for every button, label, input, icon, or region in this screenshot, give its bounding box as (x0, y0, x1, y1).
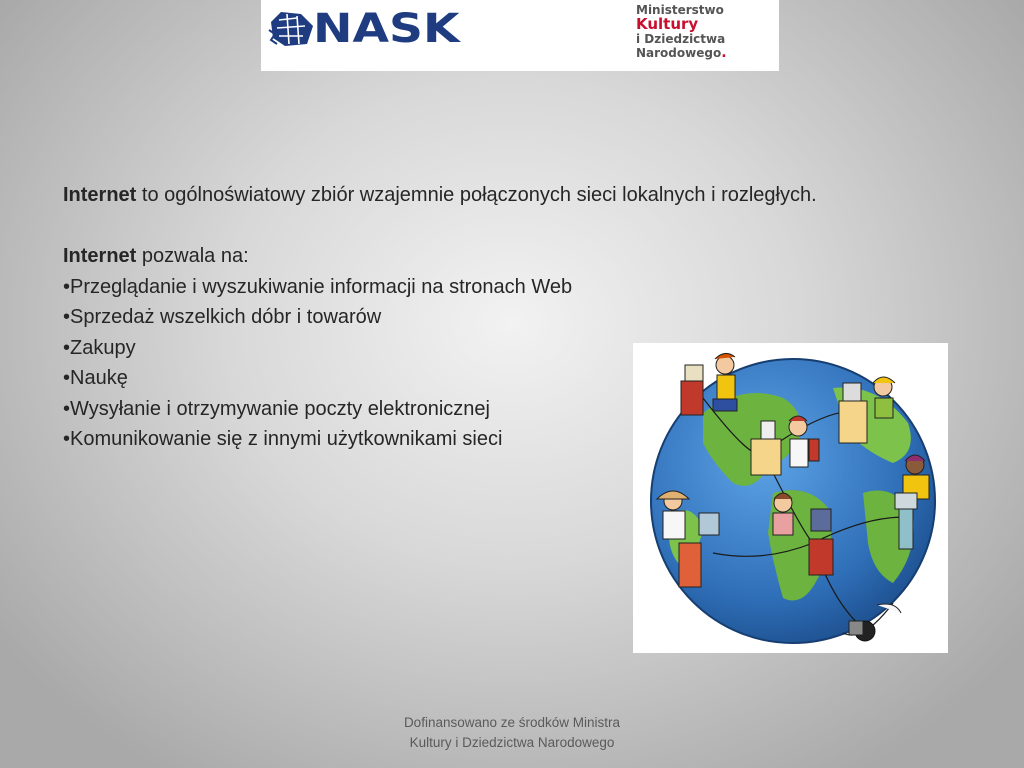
intro-line (63, 180, 983, 211)
ministry-logo-line2: Kultury (636, 15, 699, 33)
globe-illustration (633, 343, 948, 653)
globe-with-people-image (633, 343, 948, 653)
bullet-item: •Wysyłanie i otrzymywanie poczty elektronicznej (63, 397, 490, 420)
footer-credit (362, 713, 662, 753)
bullet-item: •Sprzedaż wszelkich dóbr i towarów (63, 306, 382, 328)
ministry-logo (636, 4, 766, 60)
enables-bold: Internet (63, 245, 137, 267)
bullet-item: •Komunikowanie się z innymi użytkownikami sieci (63, 428, 503, 450)
ministry-logo-dot: . (721, 45, 727, 61)
ministry-logo-line3: i Dziedzictwa (636, 32, 726, 46)
footer-line1: Dofinansowano ze środków Ministra (403, 715, 621, 730)
bullet-item: •Przeglądanie i wyszukiwanie informacji na stronach Web (63, 275, 573, 298)
footer-line2: Kultury i Dziedzictwa Narodowego (409, 735, 615, 750)
nask-logo-icon (267, 10, 315, 48)
enables-line (63, 241, 983, 272)
nask-logo-text: NASK (313, 6, 460, 52)
bullet-item: •Naukę (63, 367, 128, 389)
logo-bar (261, 0, 779, 71)
spacer (63, 211, 983, 242)
enables-text: pozwala na: (136, 245, 249, 267)
intro-bold: Internet (63, 184, 137, 206)
ministry-logo-line4-wrap (636, 46, 766, 60)
bullet-item: •Zakupy (63, 336, 136, 359)
ministry-logo-line4: Narodowego (636, 46, 722, 60)
ministry-logo-line1: Ministerstwo (636, 3, 724, 17)
intro-text: to ogólnoświatowy zbiór wzajemnie połączonych sieci lokalnych i rozległych. (136, 184, 817, 206)
